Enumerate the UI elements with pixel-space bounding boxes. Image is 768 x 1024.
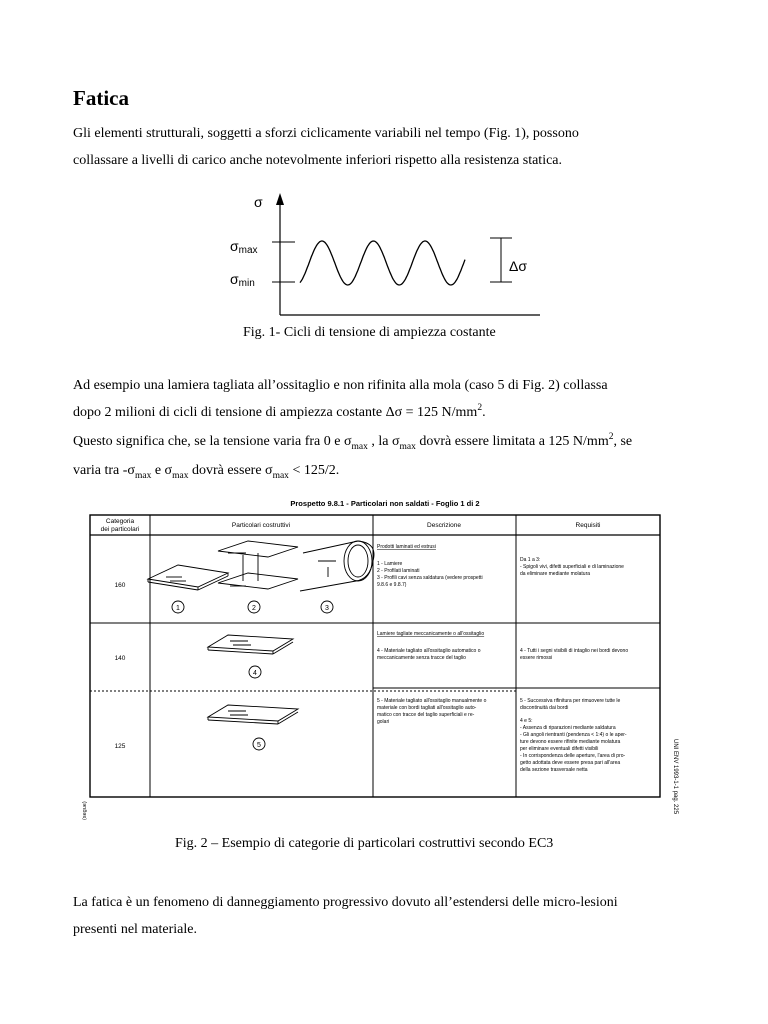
closing-line-2: presenti nel materiale.: [73, 922, 197, 937]
svg-text:2: 2: [252, 605, 256, 612]
svg-text:3: 3: [325, 605, 329, 612]
i-beam-drawing-2: [218, 541, 298, 589]
example-line-4: varia tra $-\sigma_{max}$ e $\sigma_{max}$ dovrà essere $\sigma_{max} < 125/2$.: [73, 463, 340, 481]
example-line-3: Questo significa che, se la tensione varia fra 0 e $\sigma_{max}$ , la $\sigma_{max}$ dovrà essere limitata a 125 $N/mm^2$, se: [73, 432, 633, 452]
fig1-stress-cycle-diagram: [200, 185, 560, 320]
category-140: 140: [114, 655, 126, 662]
header-descrizione: Descrizione: [427, 522, 461, 529]
requirements-row-3: [520, 698, 627, 773]
y-axis-arrow: [276, 193, 284, 205]
svg-text:- Assenza di riparazioni media: - Assenza di riparazioni mediante saldatura: [520, 725, 616, 731]
requirements-row-2: [520, 648, 628, 661]
svg-text:1: 1: [176, 605, 180, 612]
requirements-row-1: [520, 557, 624, 577]
sigma-max-label: σmax: [230, 238, 258, 256]
svg-text:Da 1 a 3:: Da 1 a 3:: [520, 557, 541, 563]
svg-text:4 - Materiale tagliato all'oss: 4 - Materiale tagliato all'ossitaglio automatico o: [377, 648, 481, 654]
svg-text:getto adottata deve essere pre: getto adottata deve essere presa pari all'area: [520, 760, 621, 766]
delta-sigma-label: Δσ: [509, 258, 527, 274]
circle-number-2: [248, 601, 260, 613]
header-categoria: Categoria dei particolari: [100, 518, 140, 533]
description-row-1: [377, 544, 483, 588]
svg-text:golari: golari: [377, 719, 390, 725]
plate-drawing-1: [148, 565, 228, 590]
circle-number-3: [321, 601, 333, 613]
svg-text:1 - Lamiere: 1 - Lamiere: [377, 561, 403, 567]
svg-text:meccanicamente senza tracce de: meccanicamente senza tracce del taglio: [377, 655, 466, 661]
sigma-label: σ: [254, 194, 263, 210]
fig2-table-scan: [78, 495, 693, 830]
circle-number-5: [253, 738, 265, 750]
svg-text:4 - Tutti i segni visibili di: 4 - Tutti i segni visibili di intaglio nei bordi devono: [520, 648, 629, 654]
svg-text:per eliminare eventuali difett: per eliminare eventuali difetti visibili: [520, 746, 599, 752]
svg-text:- In corrispondenza delle aper: - In corrispondenza delle aperture, l'area di pro-: [520, 753, 626, 759]
svg-text:essere rimossi: essere rimossi: [520, 655, 553, 661]
sigma-min-label: σmin: [230, 271, 255, 289]
svg-text:materiale con bordi tagliati a: materiale con bordi tagliati all'ossitaglio auto-: [377, 705, 477, 711]
circle-number-1: [172, 601, 184, 613]
svg-text:- Spigoli vivi, difetti superf: - Spigoli vivi, difetti superficiali e di laminazione: [520, 564, 624, 570]
plate-drawing-4: [208, 635, 293, 654]
circle-number-4: [249, 666, 261, 678]
section-title: Fatica: [73, 86, 129, 110]
sine-wave: [300, 241, 465, 285]
side-continuation: (segue): [82, 801, 88, 820]
side-reference: UNI ENV 1993-1-1 pag. 225: [672, 739, 678, 815]
svg-text:da eliminare mediante molatura: da eliminare mediante molatura: [520, 571, 591, 577]
description-row-2: [377, 631, 484, 661]
intro-paragraph: [73, 120, 713, 174]
svg-text:9.8.6 e 9.8.7): 9.8.6 e 9.8.7): [377, 582, 407, 588]
fig2-caption: Fig. 2 – Esempio di categorie di particolari costruttivi secondo EC3: [175, 836, 554, 851]
svg-text:2 - Profilati laminati: 2 - Profilati laminati: [377, 568, 420, 574]
table-title: Prospetto 9.8.1 - Particolari non saldati - Foglio 1 di 2: [290, 499, 480, 508]
closing-paragraph: [73, 889, 713, 943]
plate-drawing-5: [208, 705, 298, 724]
svg-text:4: 4: [253, 670, 257, 677]
closing-line-1: La fatica è un fenomeno di danneggiamento progressivo dovuto all’estendersi delle micro-lesioni: [73, 895, 618, 910]
svg-text:5 - Materiale tagliato all'oss: 5 - Materiale tagliato all'ossitaglio manualmente o: [377, 698, 487, 704]
svg-text:3 - Profili cavi senza saldatu: 3 - Profili cavi senza saldatura (vedere prospetti: [377, 575, 483, 581]
header-requisiti: Requisiti: [575, 522, 601, 529]
svg-text:matico con tracce del taglio s: matico con tracce del taglio superficiali e re-: [377, 712, 475, 718]
tube-drawing-3: [300, 541, 374, 591]
category-125: 125: [114, 743, 126, 750]
svg-text:della sezione trasversale nett: della sezione trasversale netta: [520, 767, 588, 773]
svg-text:- Gli angoli rientranti (pende: - Gli angoli rientranti (pendenza < 1:4) o le aper-: [520, 732, 627, 738]
intro-line-2: collassare a livelli di carico anche notevolmente inferiori rispetto alla resistenza statica.: [73, 153, 563, 168]
svg-text:5 - Successiva rifinitura per: 5 - Successiva rifinitura per rimuovere tutte le: [520, 698, 621, 704]
svg-text:4 e 5:: 4 e 5:: [520, 718, 533, 724]
example-line-2: dopo 2 milioni di cicli di tensione di ampiezza costante Δσ = 125 $N/mm^2$.: [73, 403, 486, 420]
svg-text:5: 5: [257, 742, 261, 749]
fig1-caption: Fig. 1- Cicli di tensione di ampiezza costante: [243, 325, 496, 340]
svg-text:ture devono essere rifinite me: ture devono essere rifinite mediante molatura: [520, 739, 621, 745]
description-row-3: [377, 698, 487, 725]
example-line-1: Ad esempio una lamiera tagliata all’ossitaglio e non rifinita alla mola (caso 5 di Fig. 2) collassa: [73, 378, 608, 393]
svg-text:Prodotti laminati ed estrusi: Prodotti laminati ed estrusi: [377, 544, 436, 550]
header-particolari: Particolari costruttivi: [231, 522, 291, 529]
intro-line-1: Gli elementi strutturali, soggetti a sforzi ciclicamente variabili nel tempo (Fig. 1), possono: [73, 126, 579, 141]
svg-text:Lamiere tagliate meccanicament: Lamiere tagliate meccanicamente o all'ossitaglio: [377, 631, 485, 637]
svg-text:discontinuità dai bordi: discontinuità dai bordi: [520, 705, 569, 711]
category-160: 160: [114, 582, 126, 589]
example-paragraph: [73, 372, 723, 486]
